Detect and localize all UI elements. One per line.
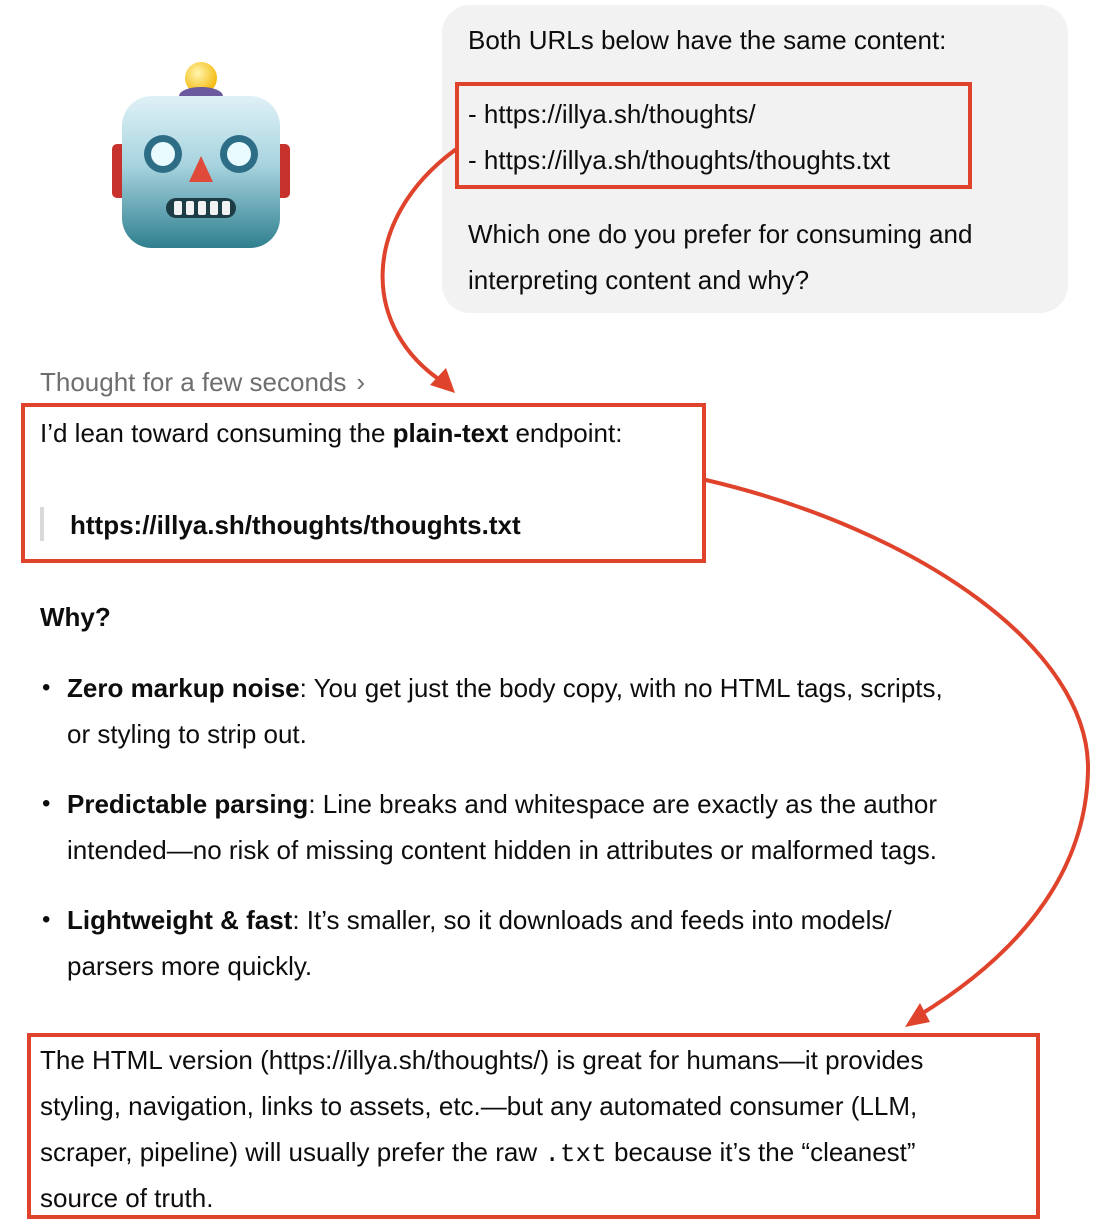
url-html: - https://illya.sh/thoughts/ (468, 99, 756, 129)
arrow-head-1 (430, 368, 455, 393)
bullet-1-text: : You get just the body copy, with no HTML tags, scripts, (299, 673, 943, 703)
bullet-3-line-2: parsers more quickly. (67, 951, 313, 981)
user-question-line-1: Which one do you prefer for consuming and (468, 219, 973, 249)
conclusion-line-4: source of truth. (40, 1183, 214, 1213)
conclusion-line-1: The HTML version (https://illya.sh/thoughts/) is great for humans—it provides (40, 1045, 924, 1075)
user-message-line: Both URLs below have the same content: (468, 25, 947, 55)
chevron-right-icon: › (356, 367, 366, 397)
bullet-3-text: : It’s smaller, so it downloads and feeds into models/ (292, 905, 892, 935)
bullet-2-title: Predictable parsing (67, 789, 309, 819)
user-question-line-2: interpreting content and why? (468, 265, 810, 295)
conclusion-line-3-post: because it’s the “cleanest” (606, 1137, 916, 1167)
arrow-url-to-answer (383, 150, 455, 384)
inline-code-txt: .txt (544, 1139, 607, 1169)
answer-intro-post: endpoint: (508, 418, 623, 448)
thought-label: Thought for a few seconds (40, 367, 347, 397)
url-txt: - https://illya.sh/thoughts/thoughts.txt (468, 145, 891, 175)
bullet-1-title: Zero markup noise (67, 673, 300, 703)
bullet-2-line-2: intended—no risk of missing content hidden in attributes or malformed tags. (67, 835, 938, 865)
bullet-dot: • (42, 674, 51, 701)
answer-intro-bold: plain-text (392, 418, 509, 448)
blockquote-url: https://illya.sh/thoughts/thoughts.txt (70, 510, 521, 540)
answer-intro-pre: I’d lean toward consuming the (40, 418, 393, 448)
conclusion-line-2: styling, navigation, links to assets, etc.—but any automated consumer (LLM, (40, 1091, 918, 1121)
bullet-dot: • (42, 790, 51, 817)
arrow-head-2 (905, 1003, 930, 1027)
conclusion-line-3-pre: scraper, pipeline) will usually prefer the raw (40, 1137, 545, 1167)
arrow-answer-to-conclusion (706, 480, 1088, 1016)
bullet-dot: • (42, 906, 51, 933)
bullet-2-text: : Line breaks and whitespace are exactly as the author (308, 789, 938, 819)
bullet-1-line-2: or styling to strip out. (67, 719, 307, 749)
why-heading: Why? (40, 602, 111, 632)
bullet-3-title: Lightweight & fast (67, 905, 293, 935)
